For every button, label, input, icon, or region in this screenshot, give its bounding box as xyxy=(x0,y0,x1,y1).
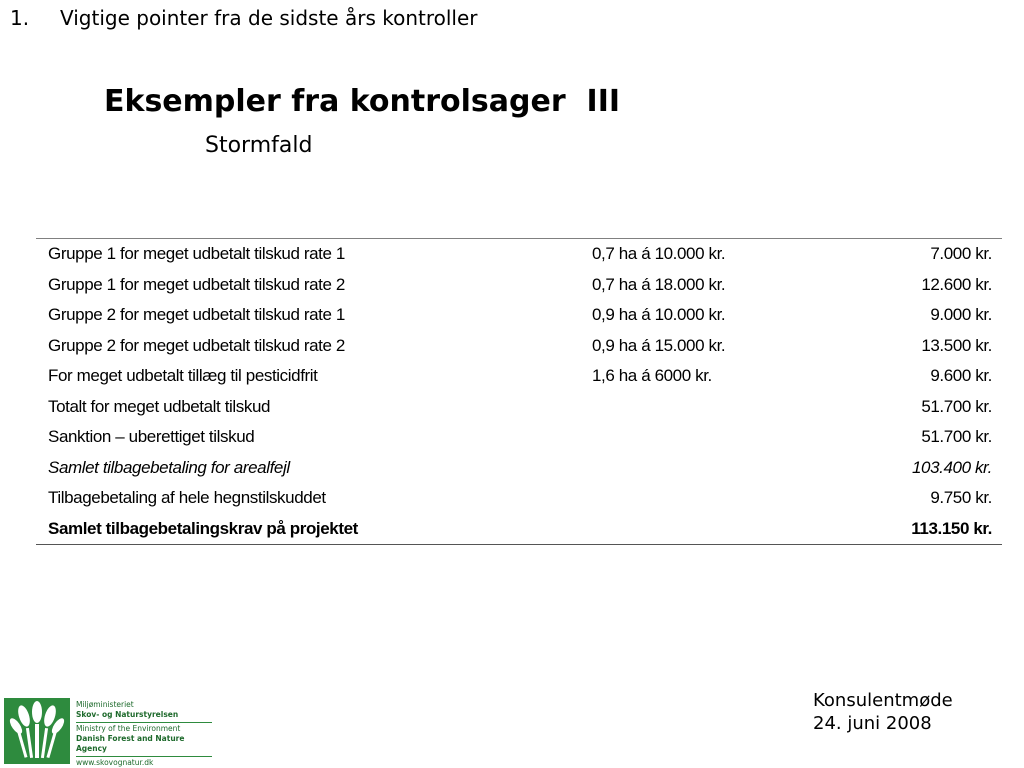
table-row xyxy=(36,453,1002,484)
logo-ministry-da: Miljøministeriet xyxy=(76,700,134,709)
row-calculation: 0,7 ha á 10.000 kr. xyxy=(592,244,726,264)
wheat-sheaf-icon xyxy=(4,698,70,764)
logo-url: www.skovognatur.dk xyxy=(76,758,154,767)
row-calculation: 0,9 ha á 10.000 kr. xyxy=(592,305,726,325)
table-row xyxy=(36,239,1002,270)
row-calculation: 0,9 ha á 15.000 kr. xyxy=(592,335,726,355)
row-amount: 12.600 kr. xyxy=(921,274,992,294)
row-calculation xyxy=(580,392,844,423)
logo-text xyxy=(76,700,216,768)
row-label: Gruppe 2 for meget udbetalt tilskud rate 1 xyxy=(48,305,345,325)
row-calculation xyxy=(580,453,844,484)
row-label: Gruppe 1 for meget udbetalt tilskud rate 1 xyxy=(48,244,345,264)
footer-event: Konsulentmøde xyxy=(813,690,953,711)
row-label: For meget udbetalt tillæg til pesticidfrit xyxy=(48,366,318,386)
logo-agency-da: Skov- og Naturstyrelsen xyxy=(76,710,179,719)
table-row xyxy=(36,270,1002,301)
table-row xyxy=(36,514,1002,545)
section-number: 1. xyxy=(10,6,30,30)
table-row xyxy=(36,483,1002,514)
row-calculation xyxy=(580,483,844,514)
repayment-table-body xyxy=(36,239,1002,545)
row-amount: 9.750 kr. xyxy=(930,488,992,508)
footer-date: 24. juni 2008 xyxy=(813,713,932,734)
agency-logo xyxy=(4,698,214,767)
row-calculation: 1,6 ha á 6000 kr. xyxy=(592,366,712,386)
row-label: Samlet tilbagebetalingskrav på projektet xyxy=(48,518,358,538)
logo-ministry-en: Ministry of the Environment xyxy=(76,724,181,733)
row-amount: 103.400 kr. xyxy=(911,457,992,477)
row-calculation xyxy=(580,422,844,453)
section-heading xyxy=(10,6,478,30)
table-row xyxy=(36,422,1002,453)
row-amount: 9.000 kr. xyxy=(930,305,992,325)
table-row xyxy=(36,300,1002,331)
section-heading-text: Vigtige pointer fra de sidste års kontroller xyxy=(60,6,478,30)
table-row xyxy=(36,361,1002,392)
table-row xyxy=(36,392,1002,423)
row-amount: 51.700 kr. xyxy=(921,427,992,447)
table-row xyxy=(36,331,1002,362)
row-label: Gruppe 2 for meget udbetalt tilskud rate 2 xyxy=(48,335,345,355)
slide-subtitle: Stormfald xyxy=(205,133,313,158)
row-amount: 9.600 kr. xyxy=(930,366,992,386)
row-amount: 7.000 kr. xyxy=(930,244,992,264)
row-calculation: 0,7 ha á 18.000 kr. xyxy=(592,274,726,294)
logo-agency-en: Danish Forest and Nature Agency xyxy=(76,734,185,753)
row-label: Tilbagebetaling af hele hegnstilskuddet xyxy=(48,488,326,508)
row-amount: 13.500 kr. xyxy=(921,335,992,355)
row-label: Gruppe 1 for meget udbetalt tilskud rate 2 xyxy=(48,274,345,294)
row-amount: 113.150 kr. xyxy=(911,518,992,538)
logo-divider xyxy=(76,722,212,723)
row-calculation xyxy=(580,514,844,545)
repayment-table xyxy=(36,238,1002,545)
row-label: Samlet tilbagebetaling for arealfejl xyxy=(48,457,290,477)
logo-divider-2 xyxy=(76,756,212,757)
footer-info xyxy=(813,689,953,735)
row-label: Sanktion – uberettiget tilskud xyxy=(48,427,255,447)
row-label: Totalt for meget udbetalt tilskud xyxy=(48,396,271,416)
slide-title: Eksempler fra kontrolsager III xyxy=(104,84,621,119)
row-amount: 51.700 kr. xyxy=(921,396,992,416)
